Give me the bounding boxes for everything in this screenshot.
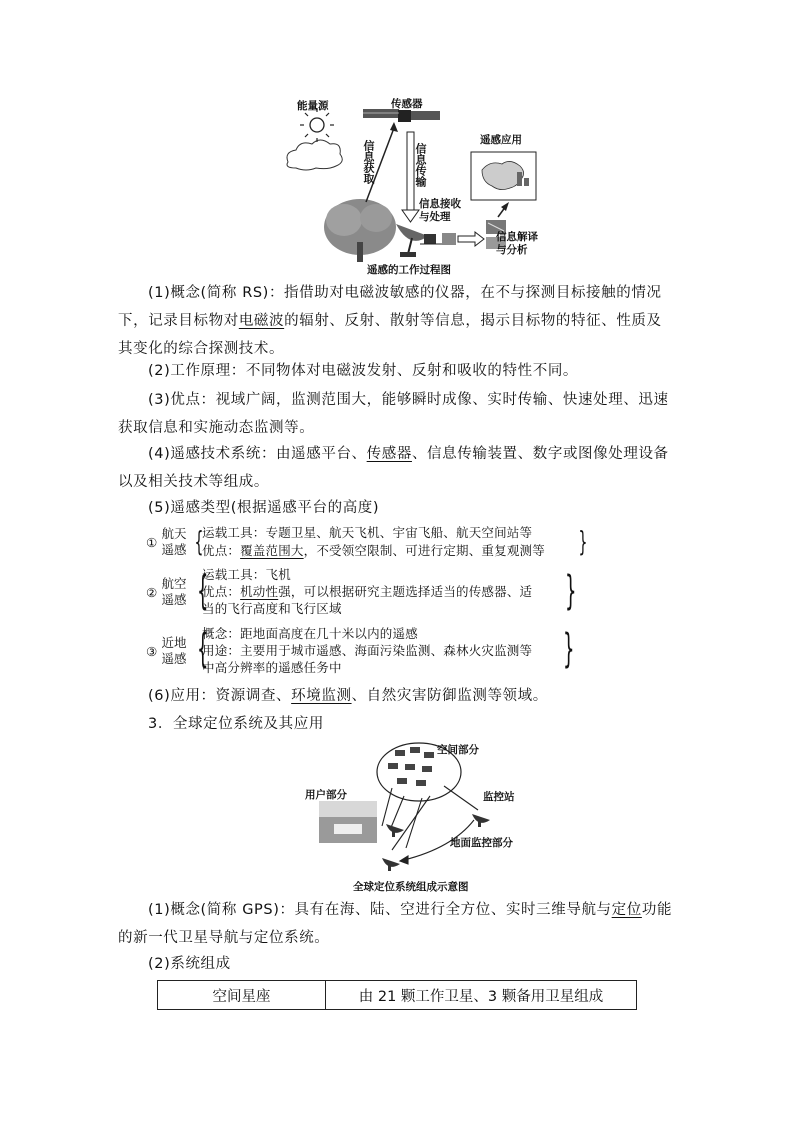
type-line-3: 中高分辨率的遥感任务中 [202, 660, 342, 675]
type-line-1: 运载工具：飞机 [202, 567, 291, 582]
rs-types-heading [118, 494, 676, 522]
dish-icon [396, 224, 456, 257]
right-brace: } [562, 626, 575, 672]
gps-concept-underline: 定位 [611, 902, 642, 918]
rs-concept-text-a: (1)概念(简称 RS)：指借助对电磁波敏感的仪器，在不与探测目标接触的情况下，记录目标物对 [118, 285, 662, 329]
sensor-label: 传感器 [391, 98, 423, 110]
rs-types-text: (5)遥感类型(根据遥感平台的高度) [148, 500, 380, 516]
cloud-icon [287, 140, 342, 170]
receive-process-label: 信息接收与处理 [419, 198, 461, 223]
rs-principle-paragraph [118, 357, 676, 385]
sun-icon [300, 108, 334, 142]
rs-concept-paragraph [118, 279, 676, 363]
rs-principle-text: (2)工作原理：不同物体对电磁波发射、反射和吸收的特性不同。 [148, 363, 579, 379]
rs-advantage-paragraph [118, 386, 676, 442]
type-line-2: 优点：机动性强，可以根据研究主题选择适当的传感器、适 [202, 584, 533, 599]
type-line-1: 运载工具：专题卫星、航天飞机、宇宙飞船、航天空间站等 [202, 525, 533, 540]
table-cell: 由 21 颗工作卫星、3 颗备用卫星组成 [326, 981, 637, 1010]
space-segment-label: 空间部分 [437, 744, 479, 756]
rs-application-paragraph [118, 682, 676, 710]
type-name: 航天遥感 [161, 526, 187, 557]
type-number: ① [146, 535, 158, 550]
gps-figure-caption: 全球定位系统组成示意图 [353, 881, 469, 893]
type-line-2: 用途：主要用于城市遥感、海面污染监测、森林火灾监测等 [202, 643, 533, 658]
interpret-label: 信息解译与分析 [496, 231, 538, 256]
gps-section-heading: 3．全球定位系统及其应用 [148, 716, 324, 732]
rs-application-text-b: 、自然灾害防御监测等领域。 [351, 688, 548, 704]
rs-concept-underline: 电磁波 [238, 313, 285, 329]
type-name: 近地遥感 [161, 635, 187, 666]
apply-arrow [498, 202, 509, 217]
satellite-icons [388, 747, 434, 786]
user-photo [319, 801, 377, 843]
table-row [158, 981, 637, 1010]
gps-composition-heading [118, 950, 676, 978]
rs-advantage-text: (3)优点：视域广阔，监测范围大，能够瞬时成像、实时传输、快速处理、迅速获取信息和实施动态监测等。 [118, 392, 669, 436]
rs-system-text-a: (4)遥感技术系统：由遥感平台、 [148, 446, 367, 462]
rs-system-text-b: 、信息传输装置、数字或图像处理设备以及相关技术等组成。 [118, 446, 669, 490]
tree-icon [324, 199, 396, 262]
rs-system-paragraph [118, 440, 676, 496]
energy-source-label: 能量源 [297, 100, 329, 112]
gps-figure-drawing [312, 738, 542, 878]
rs-figure-caption: 遥感的工作过程图 [367, 264, 451, 276]
right-brace: } [564, 568, 577, 614]
ground-control-label: 地面监控部分 [450, 837, 513, 849]
rs-system-underline: 传感器 [366, 446, 412, 462]
info-transmit-label: 信息传输 [414, 143, 427, 187]
right-brace: } [578, 525, 588, 558]
type-line-2: 优点：覆盖范围大，不受领空限制、可进行定期、重复观测等 [202, 543, 545, 558]
user-segment-label: 用户部分 [305, 789, 347, 801]
left-brace: { [194, 525, 204, 558]
signal-lines [382, 786, 478, 864]
left-brace: { [196, 568, 209, 614]
gps-composition-table [157, 980, 637, 1010]
rs-concept-text-b: 的辐射、反射、散射等信息，揭示目标物的特征、性质及其变化的综合探测技术。 [118, 313, 662, 357]
gps-concept-paragraph [118, 896, 676, 952]
monitor-station-label: 监控站 [483, 791, 515, 803]
table-cell: 空间星座 [158, 981, 326, 1010]
type-number: ③ [146, 644, 158, 659]
process-arrow [458, 232, 484, 246]
rs-application-underline: 环境监测 [291, 688, 352, 704]
type-line-1: 概念：距地面高度在几十米以内的遥感 [202, 626, 418, 641]
gps-composition-text: (2)系统组成 [148, 956, 231, 972]
rs-application-label: 遥感应用 [480, 134, 522, 146]
left-brace: { [196, 626, 209, 672]
gps-concept-text-a: (1)概念(简称 GPS)：具有在海、陆、空进行全方位、实时三维导航与 [148, 902, 612, 918]
rs-application-text-a: (6)应用：资源调查、 [148, 688, 292, 704]
gps-concept-text-b: 功能的新一代卫星导航与定位系统。 [118, 902, 673, 946]
map-icon [471, 152, 536, 200]
info-acquire-label: 信息获取 [362, 140, 375, 184]
type-number: ② [146, 585, 158, 600]
type-line-3: 当的飞行高度和飞行区域 [202, 601, 342, 616]
type-name: 航空遥感 [161, 576, 187, 607]
